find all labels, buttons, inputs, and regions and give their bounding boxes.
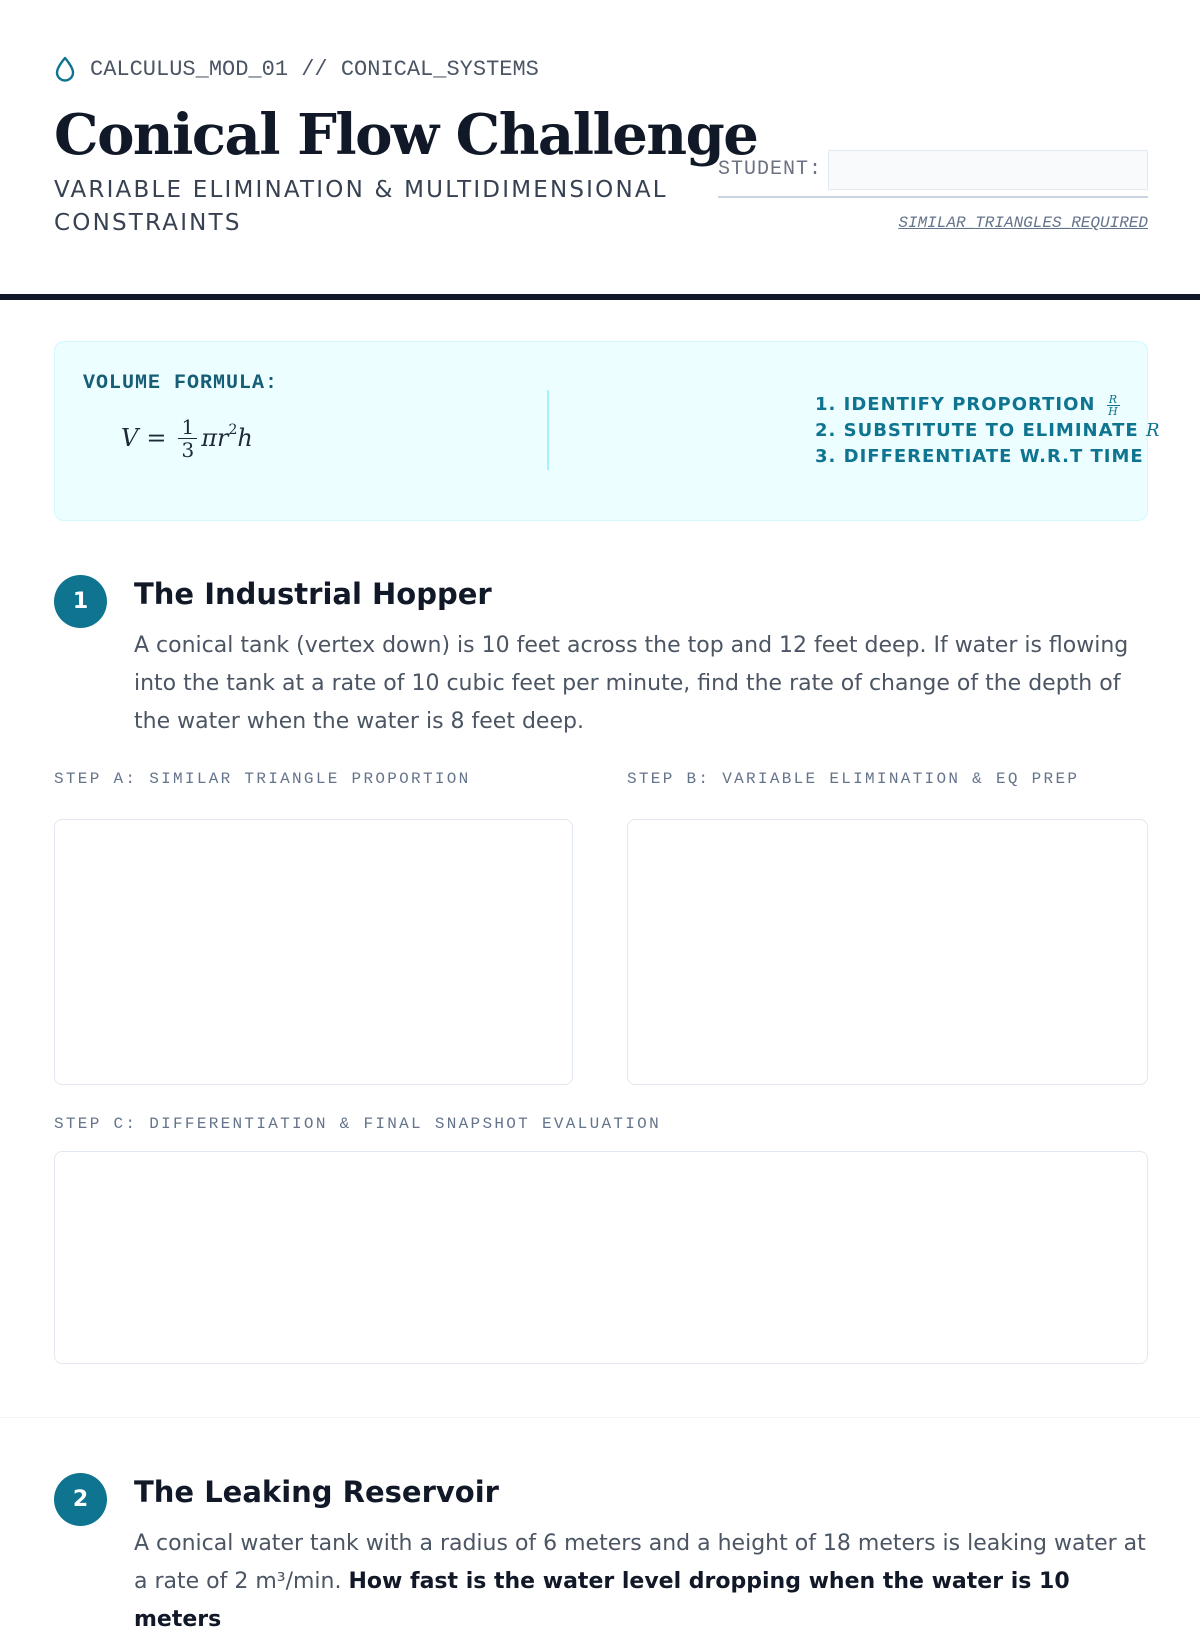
worksheet-header bbox=[54, 56, 1148, 236]
header-divider bbox=[0, 294, 1200, 300]
student-name-input[interactable] bbox=[828, 150, 1148, 190]
problem-number-badge: 1 bbox=[54, 575, 107, 628]
method-step-1-text: 1. IDENTIFY PROPORTION bbox=[815, 394, 1096, 415]
problem-number-badge: 2 bbox=[54, 1473, 107, 1526]
method-step-2 bbox=[815, 418, 1160, 444]
proportion-denominator: H bbox=[1108, 404, 1119, 418]
method-step-2-var: R bbox=[1145, 420, 1160, 441]
problem-separator bbox=[0, 1417, 1200, 1418]
formula-label: VOLUME FORMULA: bbox=[83, 372, 279, 395]
formula-fraction-numerator: 1 bbox=[178, 416, 197, 439]
formula-fraction-denominator: 3 bbox=[181, 437, 195, 462]
problem-2 bbox=[54, 1473, 1148, 1632]
method-steps bbox=[815, 392, 1160, 470]
proportion-numerator: R bbox=[1108, 392, 1119, 406]
problem-title: The Industrial Hopper bbox=[134, 577, 492, 611]
course-code: CALCULUS_MOD_01 // CONICAL_SYSTEMS bbox=[90, 56, 539, 82]
formula-divider bbox=[547, 390, 549, 470]
formula-panel bbox=[54, 341, 1160, 521]
method-step-1 bbox=[815, 392, 1160, 418]
student-label: STUDENT: bbox=[718, 158, 823, 181]
requirement-tag[interactable]: SIMILAR_TRIANGLES_REQUIRED bbox=[898, 214, 1148, 232]
problem-text bbox=[134, 1525, 1148, 1639]
method-step-2-text: 2. SUBSTITUTE TO ELIMINATE bbox=[815, 420, 1139, 441]
step-b-work-area[interactable] bbox=[627, 819, 1148, 1085]
student-field-row bbox=[718, 150, 1148, 198]
proportion-fraction bbox=[1107, 394, 1120, 417]
step-c-label: STEP C: DIFFERENTIATION & FINAL SNAPSHOT EVALUATION bbox=[54, 1115, 661, 1133]
formula-equals: = bbox=[146, 424, 167, 452]
formula-height-var: h bbox=[237, 424, 253, 452]
droplet-icon bbox=[54, 56, 76, 82]
formula-fraction bbox=[178, 416, 197, 461]
problem-text-plain: A conical water tank with a radius of 6 meters and a height of 18 meters is leaking water at a rate of 2 m³/min. bbox=[134, 1531, 1146, 1594]
formula-radius-var: r bbox=[216, 424, 229, 452]
step-a-work-area[interactable] bbox=[54, 819, 573, 1085]
volume-formula bbox=[121, 410, 253, 466]
problem-question: How fast is the water level dropping when the water is 10 meters bbox=[134, 1569, 1070, 1632]
page-subtitle: VARIABLE ELIMINATION & MULTIDIMENSIONAL CONSTRAINTS bbox=[54, 177, 668, 236]
formula-pi: π bbox=[201, 424, 217, 452]
problem-text: A conical tank (vertex down) is 10 feet across the top and 12 feet deep. If water is flowing into the tank at a rate of 10 cubic feet per minute, find the rate of change of the depth of the water when the water is 8 feet deep. bbox=[134, 633, 1129, 734]
problem-title: The Leaking Reservoir bbox=[134, 1475, 499, 1509]
formula-exponent: 2 bbox=[228, 422, 238, 438]
formula-volume-var: V bbox=[121, 424, 139, 452]
step-a-label: STEP A: SIMILAR TRIANGLE PROPORTION bbox=[54, 770, 471, 788]
page-title: Conical Flow Challenge bbox=[54, 102, 758, 168]
step-b-label: STEP B: VARIABLE ELIMINATION & EQ PREP bbox=[627, 770, 1080, 788]
method-step-3: 3. DIFFERENTIATE W.R.T TIME bbox=[815, 446, 1144, 467]
problem-1 bbox=[54, 575, 1148, 1365]
course-line bbox=[54, 56, 539, 82]
step-c-work-area[interactable] bbox=[54, 1151, 1148, 1364]
